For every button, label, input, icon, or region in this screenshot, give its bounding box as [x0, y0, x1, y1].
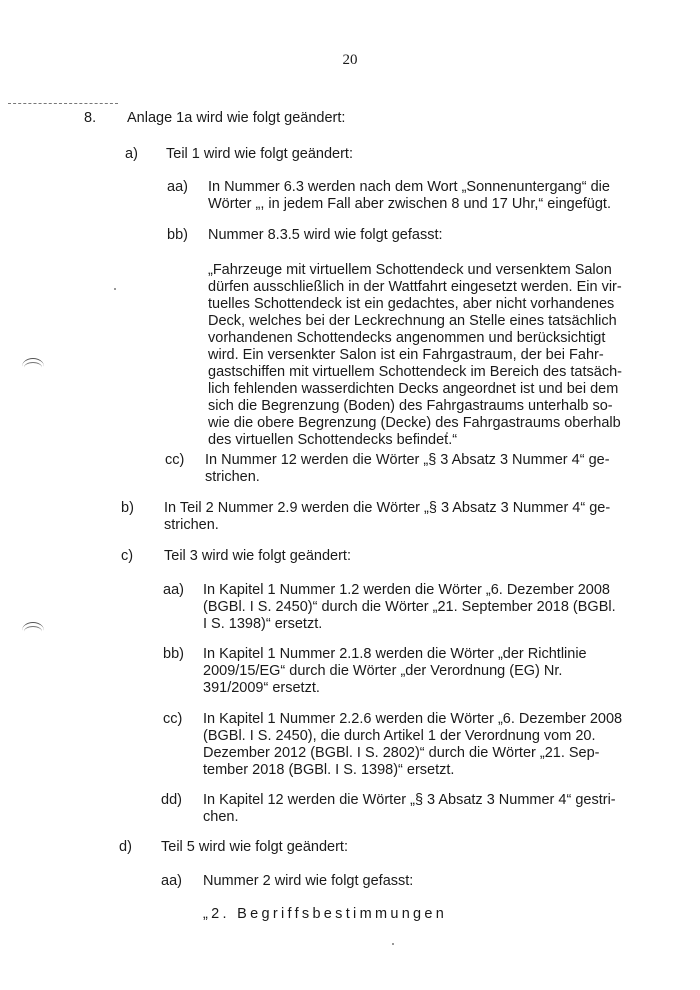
item-c-aa-label: aa) [163, 582, 184, 598]
item-a-aa-label: aa) [167, 179, 188, 195]
item-a-text: Teil 1 wird wie folgt geändert: [166, 146, 353, 162]
item-c-dd-text: In Kapitel 12 werden die Wörter „§ 3 Absatz 3 Nummer 4“ gestri- chen. [203, 792, 616, 825]
item-a-bb-text: Nummer 8.3.5 wird wie folgt gefasst: [208, 227, 443, 243]
scan-speck [114, 288, 116, 290]
item-a-bb-label: bb) [167, 227, 188, 243]
item-c-cc-label: cc) [163, 711, 183, 727]
header-rule [8, 103, 118, 104]
item-b-label: b) [121, 500, 134, 516]
item-a-bb-quote: „Fahrzeuge mit virtuellem Schottendeck und versenktem Salon dürfen ausschließlich in der Wattfahrt eingesetzt werden. Ein vir- tuelles Schottendeck ist ein gedachtes, aber nicht vorhandenes Deck, welches bei der Leckrechnung an Stelle eines tatsächlich vorhandenen Schottendecks angenommen und berücksichtigt wird. Ein versenkter Salon ist ein Fahrgastraum, der bei Fahr- gastschiffen mit virtuellem Schottendeck im Bereich des tatsäch- lich fehlenden wasserdichten Decks angeordnet ist und bei dem sich die Begrenzung (Boden) des Fahrgastraums unterhalb so- wie die obere Begrenzung (Decke) des Fahrgastraums oberhalb des virtuellen Schottendecks befindet.“ [208, 262, 622, 448]
item-c-label: c) [121, 548, 134, 564]
item-8-text: Anlage 1a wird wie folgt geändert: [127, 110, 346, 126]
margin-hole-mark-bottom [22, 622, 44, 639]
item-a-cc-label: cc) [165, 452, 185, 468]
item-8-number: 8. [84, 110, 97, 126]
margin-hole-mark-top [22, 358, 44, 375]
item-c-bb-text: In Kapitel 1 Nummer 2.1.8 werden die Wörter „der Richtlinie 2009/15/EG“ durch die Wörter „der Verordnung (EG) Nr. 391/2009“ ersetzt. [203, 646, 587, 696]
item-d-aa-quote-heading: „2. Begriffsbestimmungen [203, 906, 448, 922]
item-c-aa-text: In Kapitel 1 Nummer 1.2 werden die Wörter „6. Dezember 2008 (BGBl. I S. 2450)“ durch die Wörter „21. September 2018 (BGBl. I S. 1398)“ ersetzt. [203, 582, 616, 632]
page-number: 20 [342, 52, 358, 68]
scan-speck [392, 943, 394, 945]
item-d-text: Teil 5 wird wie folgt geändert: [161, 839, 348, 855]
item-d-aa-text: Nummer 2 wird wie folgt gefasst: [203, 873, 414, 889]
item-a-cc-text: In Nummer 12 werden die Wörter „§ 3 Absatz 3 Nummer 4“ ge- strichen. [205, 452, 610, 485]
item-a-label: a) [125, 146, 138, 162]
item-c-bb-label: bb) [163, 646, 184, 662]
item-d-label: d) [119, 839, 132, 855]
item-c-cc-text: In Kapitel 1 Nummer 2.2.6 werden die Wörter „6. Dezember 2008 (BGBl. I S. 2450), die durch Artikel 1 der Verordnung vom 20. Dezember 2012 (BGBl. I S. 2802)“ durch die Wörter „21. Sep- tember 2018 (BGBl. I S. 1398)“ ersetzt. [203, 711, 623, 778]
item-b-text: In Teil 2 Nummer 2.9 werden die Wörter „§ 3 Absatz 3 Nummer 4“ ge- strichen. [164, 500, 611, 533]
item-a-aa-text: In Nummer 6.3 werden nach dem Wort „Sonnenuntergang“ die Wörter „, in jedem Fall aber zwischen 8 und 17 Uhr,“ eingefügt. [208, 179, 611, 212]
item-d-aa-label: aa) [161, 873, 182, 889]
item-c-dd-label: dd) [161, 792, 182, 808]
item-c-text: Teil 3 wird wie folgt geändert: [164, 548, 351, 564]
